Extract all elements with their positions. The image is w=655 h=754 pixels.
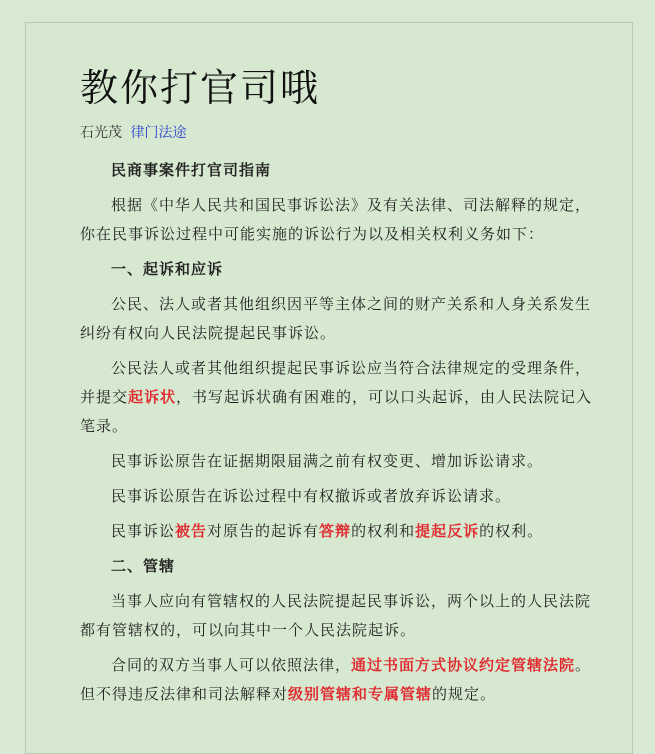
section-2-paragraph-3 bbox=[80, 680, 600, 709]
section-1-paragraph-5 bbox=[80, 517, 600, 546]
subtitle: 民商事案件打官司指南 bbox=[111, 161, 272, 179]
source-link[interactable]: 律门法途 bbox=[130, 125, 187, 141]
text-run: 但不得违反法律和司法解释对 bbox=[80, 685, 289, 703]
highlight-term: 起诉状 bbox=[128, 388, 177, 406]
highlight-term: 提起反诉 bbox=[415, 522, 480, 540]
highlight-term: 通过书面方式协议约定管辖法院 bbox=[351, 656, 576, 674]
text-run: 。 bbox=[575, 656, 592, 674]
section-1-paragraph-3: 民事诉讼原告在证据期限届满之前有权变更、增加诉讼请求。 bbox=[111, 452, 544, 470]
text-run: 的权利和 bbox=[351, 522, 416, 540]
highlight-term: 被告 bbox=[175, 522, 208, 540]
section-1-paragraph-1: 公民、法人或者其他组织因平等主体之间的财产关系和人身关系发生纠纷有权向人民法院提起民事诉讼。 bbox=[80, 295, 592, 342]
text-run: 对原告的起诉有 bbox=[207, 522, 320, 540]
intro-paragraph: 根据《中华人民共和国民事诉讼法》及有关法律、司法解释的规定，你在民事诉讼过程中可能实施的诉讼行为以及相关权利义务如下： bbox=[80, 196, 592, 243]
section-2-heading: 二、管辖 bbox=[111, 557, 176, 575]
section-2-paragraph-1: 当事人应向有管辖权的人民法院提起民事诉讼，两个以上的人民法院都有管辖权的，可以向其中一个人民法院起诉。 bbox=[80, 592, 592, 639]
article-body bbox=[80, 60, 600, 709]
section-1-paragraph-2 bbox=[80, 354, 600, 441]
author-name: 石光茂 bbox=[80, 125, 122, 141]
text-run: 民事诉讼 bbox=[111, 522, 176, 540]
text-run: 的权利。 bbox=[479, 522, 544, 540]
section-1-heading: 一、起诉和应诉 bbox=[111, 260, 224, 278]
section-2-paragraph-2 bbox=[80, 651, 600, 680]
text-run: ，书写起诉状确有困难的，可以口头起诉，由人民法院记入笔录。 bbox=[80, 388, 593, 435]
highlight-term: 级别管辖和专属管辖 bbox=[288, 685, 433, 703]
text-run: 的规定。 bbox=[432, 685, 497, 703]
highlight-term: 答辩 bbox=[319, 522, 352, 540]
section-1-paragraph-4: 民事诉讼原告在诉讼过程中有权撤诉或者放弃诉讼请求。 bbox=[111, 487, 512, 505]
article-title: 教你打官司哦 bbox=[80, 66, 321, 110]
byline bbox=[80, 122, 600, 144]
text-run: 合同的双方当事人可以依照法律， bbox=[111, 656, 352, 674]
text-run: 公民法人或者其他组织提起民事诉讼应当符合法律规定的受理条件，并提交 bbox=[80, 359, 592, 406]
